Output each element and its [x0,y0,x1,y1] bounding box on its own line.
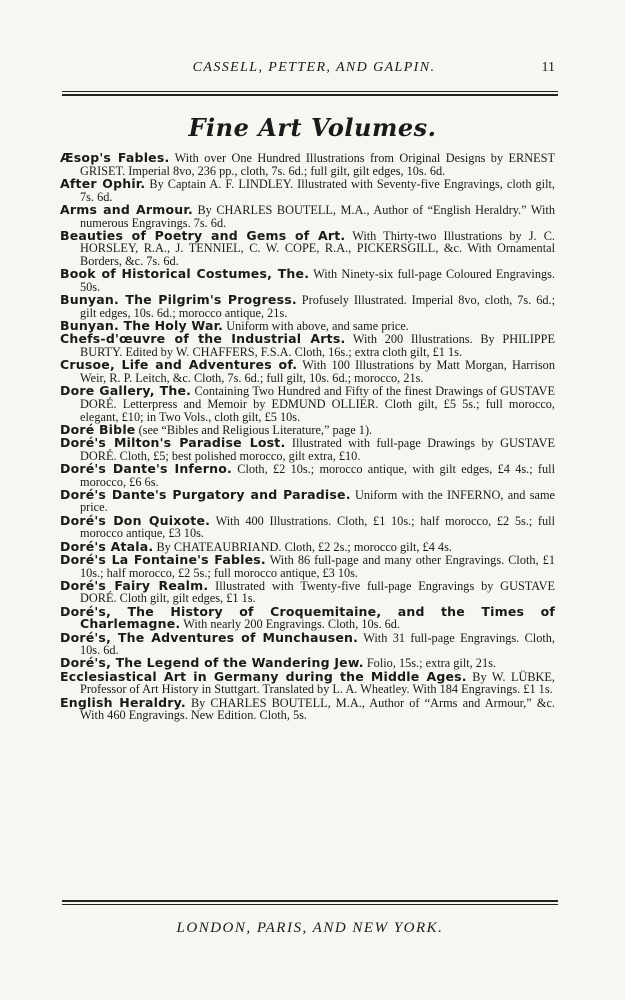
entry-text: Folio, 15s.; extra gilt, 21s. [366,656,496,671]
entry-title: Bunyan. The Holy War. [60,318,224,334]
list-item [60,512,556,541]
entry-title: Chefs-d'œuvre of the Industrial Arts. [60,331,346,347]
entry-title: Æsop's Fables. [60,150,170,165]
running-head: CASSELL, PETTER, AND GALPIN. [192,60,436,75]
entry-title: Doré's La Fontaine's Fables. [60,551,266,567]
entry-title: Doré's, The Legend of the Wandering Jew. [60,655,364,671]
list-item [60,551,555,580]
entry-text: By CHARLES BOUTELL, M.A., Author of “English Heraldry.” With numerous Engravings. 7s. 6d. [80,202,555,230]
entry-title: English Heraldry. [60,694,186,710]
entry-title: Book of Historical Costumes, The. [60,266,310,282]
entry-text: With 400 Illustrations. Cloth, £1 10s.; half morocco, £2 5s.; full morocco antique, £3 10s. [80,513,556,541]
list-item [60,434,555,463]
entry-text: Uniform with the INFERNO, and same price. [80,487,555,515]
entry-list [60,152,555,722]
entry-title: Doré's Dante's Purgatory and Paradise. [60,486,351,502]
entry-text: With 86 full-page and many other Engravings. Cloth, £1 10s.; half morocco, £2 5s.; full morocco antique, £3 10s. [80,552,555,580]
list-item [60,227,555,269]
entry-text: Profusely Illustrated. Imperial 8vo, cloth, 7s. 6d.; gilt edges, 10s. 6d.; morocco antique, 21s. [80,293,556,320]
list-item [60,460,555,489]
entry-title: Doré Bible [60,421,136,437]
entry-text: Cloth, £2 10s.; morocco antique, with gilt edges, £4 4s.; full morocco, £6 6s. [80,461,555,489]
entry-text: With nearly 200 Engravings. Cloth, 10s. 6d. [183,617,400,632]
entry-title: Arms and Armour. [60,201,193,217]
entry-text: By W. LÜBKE, Professor of Art History in Stuttgart. Translated by L. A. Wheatley. With 184 Engravings. £1 1s. [80,669,556,697]
entry-title: After Ophir. [60,175,146,191]
list-item [60,385,555,423]
entry-text: With 200 Illustrations. By PHILIPPE BURTY. Edited by W. CHAFFERS, F.S.A. Cloth, 16s.; extra cloth gilt, £1 1s. [80,332,556,360]
page-number: 11 [541,60,555,75]
entry-title: Beauties of Poetry and Gems of Art. [60,227,346,243]
entry-title: Doré's Dante's Inferno. [60,460,232,476]
entry-title: Doré's Fairy Realm. [60,577,209,593]
entry-text: By CHATEAUBRIAND. Cloth, £2 2s.; morocco gilt, £4 4s. [156,539,452,554]
entry-text: Illustrated with Twenty-five full-page Engravings by GUSTAVE DORÉ. Cloth gilt, gilt edges, £1 1s. [80,578,555,606]
entry-text: Uniform with above, and same price. [226,319,409,334]
list-item [60,629,555,658]
list-item [60,694,555,723]
entry-title: Crusoe, Life and Adventures of. [60,357,298,373]
list-item [60,486,555,515]
entry-title: Dore Gallery, The. [60,383,192,399]
entry-text: With 31 full-page Engravings. Cloth, 10s. 6d. [80,630,555,658]
header-rule [62,91,558,92]
list-item [60,175,556,204]
entry-text: Containing Two Hundred and Fifty of the finest Drawings of GUSTAVE DORÉ. Letterpress and Memoir by EDMUND OLLIER. Cloth gilt, £5 5s.; full morocco, elegant, £10; in Two Vols., cloth gilt, £5 10s. [80,384,555,424]
list-item [60,268,555,293]
list-item [60,668,556,697]
list-item [60,359,555,384]
footer-rule [62,900,558,902]
entry-text: With over One Hundred Illustrations from Original Designs by ERNEST GRISET. Imperial 8vo, 236 pp., cloth, 7s. 6d.; full gilt, gilt edges, 10s. 6d. [80,151,555,178]
entry-title: Doré's Milton's Paradise Lost. [60,434,286,450]
entry-title: Ecclesiastical Art in Germany during the Middle Ages. [60,668,467,684]
list-item [60,603,555,632]
list-item [60,152,555,177]
entry-text: With 100 Illustrations by Matt Morgan, Harrison Weir, R. P. Leitch, &c. Cloth, 7s. 6d.; full gilt, 10s. 6d.; morocco, 21s. [80,358,555,385]
entry-text: By Captain A. F. LINDLEY. Illustrated with Seventy-five Engravings, cloth gilt, 7s. 6d. [80,176,556,204]
list-item [60,294,555,319]
entry-title: Doré's Don Quixote. [60,512,211,528]
list-item [60,201,555,230]
footer-imprint: LONDON, PARIS, AND NEW YORK. [176,920,444,936]
section-title: Fine Art Volumes. [188,113,437,142]
footer-rule-double [62,904,558,905]
entry-title: Doré's, The History of Croquemitaine, and the Times of Charlemagne. [60,603,555,632]
entry-title: Bunyan. The Pilgrim's Progress. [60,292,297,308]
list-item [60,333,555,358]
entry-text: With Thirty-two Illustrations by J. C. HORSLEY, R.A., J. TENNIEL, C. W. COPE, R.A., PICKERSGILL, &c. With Ornamental Borders, &c. 7s. 6d. [80,228,555,269]
entry-title: Doré's, The Adventures of Munchausen. [60,629,359,645]
header-rule-double [62,94,558,96]
entry-text: With Ninety-six full-page Coloured Engravings. 50s. [80,267,556,295]
list-item [60,577,555,606]
entry-text: Illustrated with full-page Drawings by GUSTAVE DORÉ. Cloth, £5; best polished morocco, gilt extra, £10. [80,435,555,463]
entry-text: By CHARLES BOUTELL, M.A., Author of “Arms and Armour,” &c. With 460 Engravings. New Edition. Cloth, 5s. [80,695,555,723]
entry-text: (see “Bibles and Religious Literature,” page 1). [138,422,373,437]
entry-title: Doré's Atala. [60,538,154,554]
